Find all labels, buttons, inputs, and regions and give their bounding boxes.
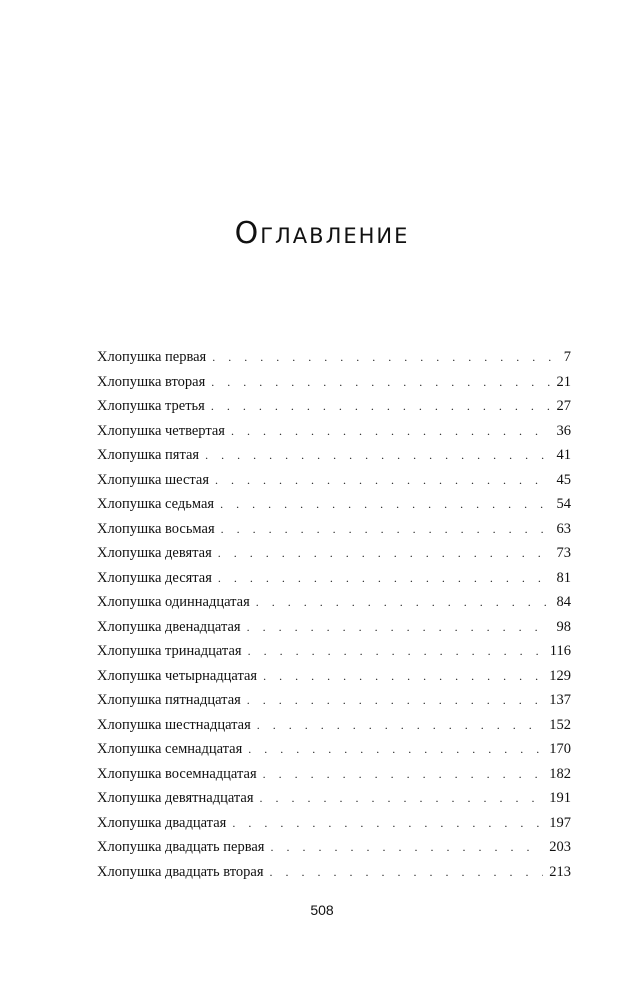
toc-entry-title: Хлопушка семнадцатая: [97, 741, 243, 757]
toc-entry-page: 36: [556, 422, 571, 439]
toc-entry-page: 45: [556, 471, 571, 488]
toc-entry-title: Хлопушка одиннадцатая: [97, 594, 250, 610]
dot-leader: [220, 492, 550, 517]
toc-entry-page: 27: [556, 398, 571, 414]
toc-entry[interactable]: [97, 541, 571, 566]
toc-entry-page: 129: [549, 667, 571, 684]
toc-entry-title: Хлопушка тринадцатая: [97, 643, 242, 659]
toc-entry-title: Хлопушка третья: [97, 398, 205, 414]
toc-entry[interactable]: [97, 615, 571, 640]
dot-leader: [270, 860, 544, 885]
toc-entry-title: Хлопушка двадцать вторая: [97, 863, 264, 880]
dot-leader: [232, 811, 543, 836]
toc-entry[interactable]: [97, 517, 571, 542]
toc-entry[interactable]: [97, 639, 571, 664]
toc-entry-page: 98: [556, 618, 571, 635]
toc-entry-title: Хлопушка девятая: [97, 545, 212, 561]
toc-entry-page: 73: [556, 545, 571, 561]
dot-leader: [211, 370, 550, 395]
toc-entry-title: Хлопушка двенадцатая: [97, 618, 241, 635]
toc-entry[interactable]: [97, 713, 571, 738]
toc-entry-page: 54: [556, 496, 571, 512]
dot-leader: [218, 541, 551, 566]
toc-entry-page: 41: [556, 447, 571, 463]
toc-entry[interactable]: [97, 688, 571, 713]
toc-entry-page: 81: [556, 569, 571, 586]
toc-entry-page: 203: [549, 839, 571, 855]
dot-leader: [260, 786, 544, 811]
toc-entry-title: Хлопушка десятая: [97, 569, 212, 586]
toc-entry[interactable]: [97, 590, 571, 615]
toc-entry-page: 21: [556, 373, 571, 390]
toc-entry[interactable]: [97, 811, 571, 836]
toc-entry-title: Хлопушка пятнадцатая: [97, 692, 241, 708]
page-title: Оглавление: [234, 216, 410, 252]
toc-entry[interactable]: [97, 370, 571, 395]
table-of-contents: [97, 345, 571, 884]
toc-entry[interactable]: [97, 786, 571, 811]
dot-leader: [205, 443, 550, 468]
toc-entry-title: Хлопушка пятая: [97, 447, 200, 463]
dot-leader: [257, 713, 543, 738]
dot-leader: [247, 688, 543, 713]
dot-leader: [218, 566, 551, 591]
dot-leader: [212, 345, 558, 370]
dot-leader: [248, 639, 544, 664]
toc-entry-page: 116: [549, 643, 571, 659]
toc-entry-page: 170: [549, 741, 571, 757]
toc-entry-title: Хлопушка шестнадцатая: [97, 716, 251, 733]
toc-entry[interactable]: [97, 762, 571, 787]
toc-entry-title: Хлопушка двадцать первая: [97, 839, 265, 855]
toc-entry[interactable]: [97, 468, 571, 493]
toc-entry-title: Хлопушка восемнадцатая: [97, 765, 257, 782]
dot-leader: [263, 664, 543, 689]
toc-entry[interactable]: [97, 394, 571, 419]
dot-leader: [256, 590, 551, 615]
toc-entry-page: 63: [556, 520, 571, 537]
toc-entry[interactable]: [97, 443, 571, 468]
toc-entry-page: 182: [549, 765, 571, 782]
toc-entry[interactable]: [97, 664, 571, 689]
dot-leader: [215, 468, 550, 493]
toc-entry-title: Хлопушка четырнадцатая: [97, 667, 258, 684]
dot-leader: [263, 762, 544, 787]
toc-entry-title: Хлопушка восьмая: [97, 520, 215, 537]
toc-entry-title: Хлопушка седьмая: [97, 496, 215, 512]
toc-entry-title: Хлопушка четвертая: [97, 422, 225, 439]
toc-entry-page: 7: [563, 349, 571, 365]
dot-leader: [221, 517, 551, 542]
dot-leader: [248, 737, 543, 762]
dot-leader: [211, 394, 551, 419]
page-number: 508: [310, 902, 334, 918]
toc-entry[interactable]: [97, 345, 571, 370]
toc-entry[interactable]: [97, 492, 571, 517]
toc-entry-title: Хлопушка двадцатая: [97, 814, 227, 831]
toc-entry-title: Хлопушка девятнадцатая: [97, 790, 254, 806]
dot-leader: [231, 419, 551, 444]
toc-entry-title: Хлопушка шестая: [97, 471, 210, 488]
toc-entry[interactable]: [97, 860, 571, 885]
toc-entry-page: 137: [549, 692, 571, 708]
toc-entry-title: Хлопушка первая: [97, 349, 207, 365]
dot-leader: [247, 615, 551, 640]
toc-entry-page: 191: [549, 790, 571, 806]
toc-entry-page: 84: [556, 594, 571, 610]
toc-entry[interactable]: [97, 737, 571, 762]
toc-entry-page: 197: [549, 814, 571, 831]
dot-leader: [270, 835, 543, 860]
toc-entry[interactable]: [97, 566, 571, 591]
toc-entry-page: 152: [549, 716, 571, 733]
toc-entry-page: 213: [549, 863, 571, 880]
toc-entry[interactable]: [97, 835, 571, 860]
toc-entry-title: Хлопушка вторая: [97, 373, 206, 390]
toc-entry[interactable]: [97, 419, 571, 444]
